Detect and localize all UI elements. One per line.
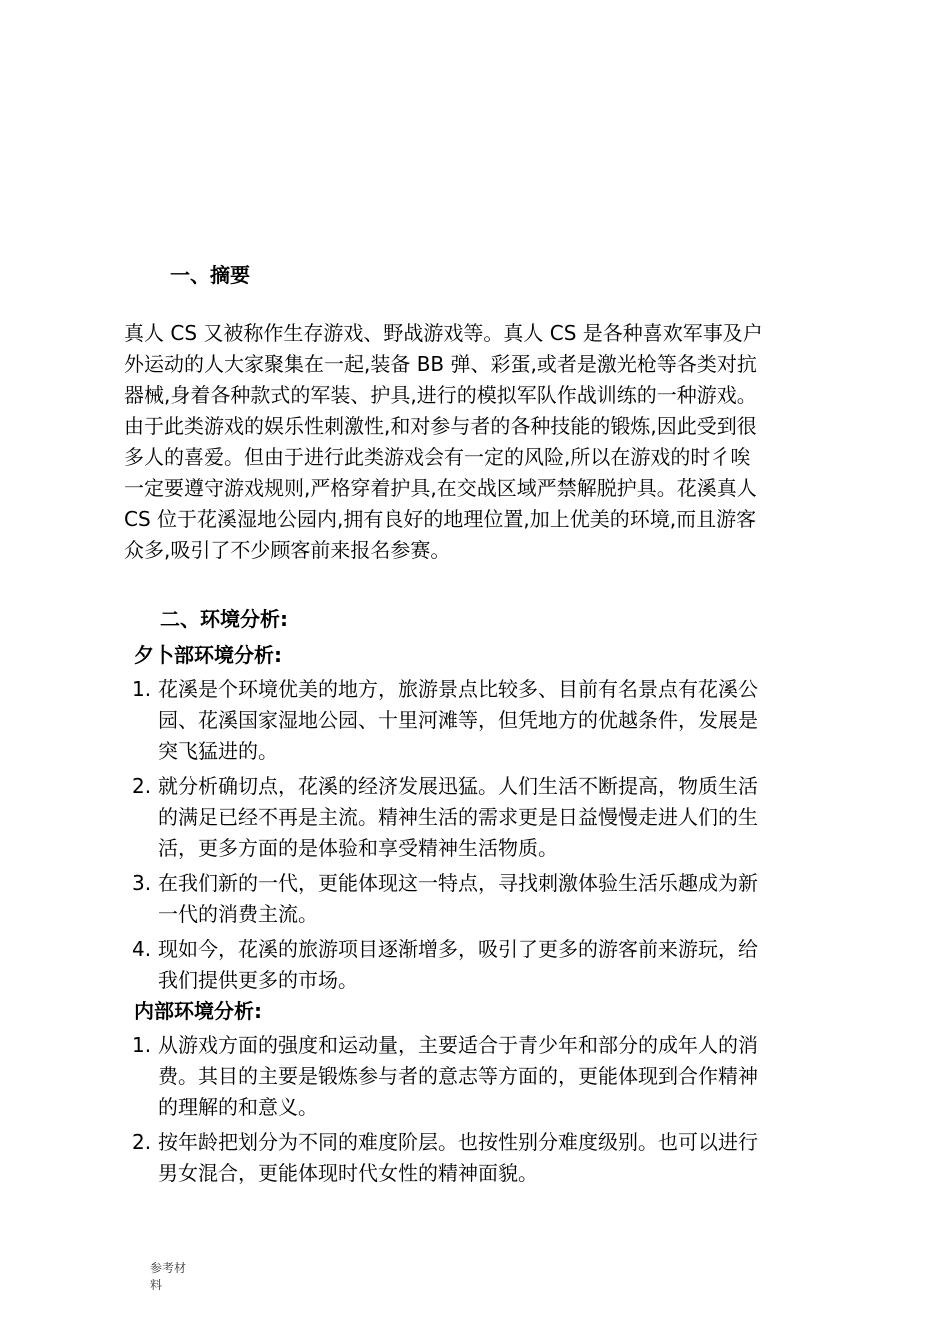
section-heading-summary: 一、摘要 — [170, 263, 250, 287]
list-item-line: 活，更多方面的是体验和享受精神生活物质。 — [158, 836, 558, 860]
list-number: 1. — [132, 1033, 152, 1057]
list-item-line: 男女混合，更能体现时代女性的精神面貌。 — [158, 1161, 538, 1185]
list-item-line: 一代的消费主流。 — [158, 902, 318, 926]
paragraph-line: 一定要遵守游戏规则,严格穿着护具,在交战区域严禁解脱护具。花溪真人 — [124, 476, 757, 500]
list-item — [132, 771, 852, 864]
list-item-line: 按年龄把划分为不同的难度阶层。也按性别分难度级别。也可以进行 — [158, 1130, 758, 1154]
paragraph-line: 外运动的人大家聚集在一起,装备 BB 弹、彩蛋,或者是激光枪等各类对抗 — [124, 352, 757, 376]
list-item — [132, 868, 852, 930]
list-number: 1. — [132, 677, 152, 701]
list-number: 2. — [132, 1130, 152, 1154]
list-item — [132, 1127, 852, 1189]
paragraph-line: 众多,吸引了不少顾客前来报名参赛。 — [124, 538, 451, 562]
paragraph-line: 真人 CS 又被称作生存游戏、野战游戏等。真人 CS 是各种喜欢军事及户 — [124, 321, 763, 345]
list-item — [132, 674, 852, 767]
list-item-line: 在我们新的一代，更能体现这一特点，寻找刺激体验生活乐趣成为新 — [158, 871, 758, 895]
subheading-external: 夕卜部环境分析: — [134, 643, 282, 667]
paragraph-line: 多人的喜爱。但由于进行此类游戏会有一定的风险,所以在游戏的时彳唉 — [124, 445, 751, 469]
list-item-line: 突飞猛进的。 — [158, 739, 278, 763]
list-number: 2. — [132, 774, 152, 798]
external-analysis-list — [132, 674, 852, 1000]
summary-paragraph — [124, 318, 844, 566]
list-item-line: 费。其目的主要是锻炼参与者的意志等方面的，更能体现到合作精神 — [158, 1064, 758, 1088]
list-item-line: 从游戏方面的强度和运动量，主要适合于青少年和部分的成年人的消 — [158, 1033, 758, 1057]
list-item-line: 我们提供更多的市场。 — [158, 968, 358, 992]
section-heading-environment: 二、环境分析: — [160, 607, 288, 631]
list-item-line: 现如今，花溪的旅游项目逐渐增多，吸引了更多的游客前来游玩，给 — [158, 937, 758, 961]
internal-analysis-list — [132, 1030, 852, 1193]
footer-line: 料 — [150, 1278, 163, 1292]
list-item-line: 园、花溪国家湿地公园、十里河滩等，但凭地方的优越条件，发展是 — [158, 708, 758, 732]
list-item — [132, 1030, 852, 1123]
list-item-line: 的理解的和意义。 — [158, 1095, 318, 1119]
paragraph-line: CS 位于花溪湿地公园内,拥有良好的地理位置,加上优美的环境,而且游客 — [124, 507, 757, 531]
list-item-line: 就分析确切点，花溪的经济发展迅猛。人们生活不断提高，物质生活 — [158, 774, 758, 798]
paragraph-line: 由于此类游戏的娱乐性刺激性,和对参与者的各种技能的锻炼,因此受到很 — [124, 414, 757, 438]
footer-line: 参考材 — [150, 1261, 187, 1275]
list-item-line: 的满足已经不再是主流。精神生活的需求更是日益慢慢走进人们的生 — [158, 805, 758, 829]
list-number: 4. — [132, 937, 152, 961]
paragraph-line: 器械,身着各种款式的军装、护具,进行的模拟军队作战训练的一种游戏。 — [124, 383, 757, 407]
page-footer-note — [150, 1260, 186, 1294]
list-item — [132, 934, 852, 996]
list-item-line: 花溪是个环境优美的地方，旅游景点比较多、目前有名景点有花溪公 — [158, 677, 758, 701]
subheading-internal: 内部环境分析: — [134, 999, 262, 1023]
list-number: 3. — [132, 871, 152, 895]
